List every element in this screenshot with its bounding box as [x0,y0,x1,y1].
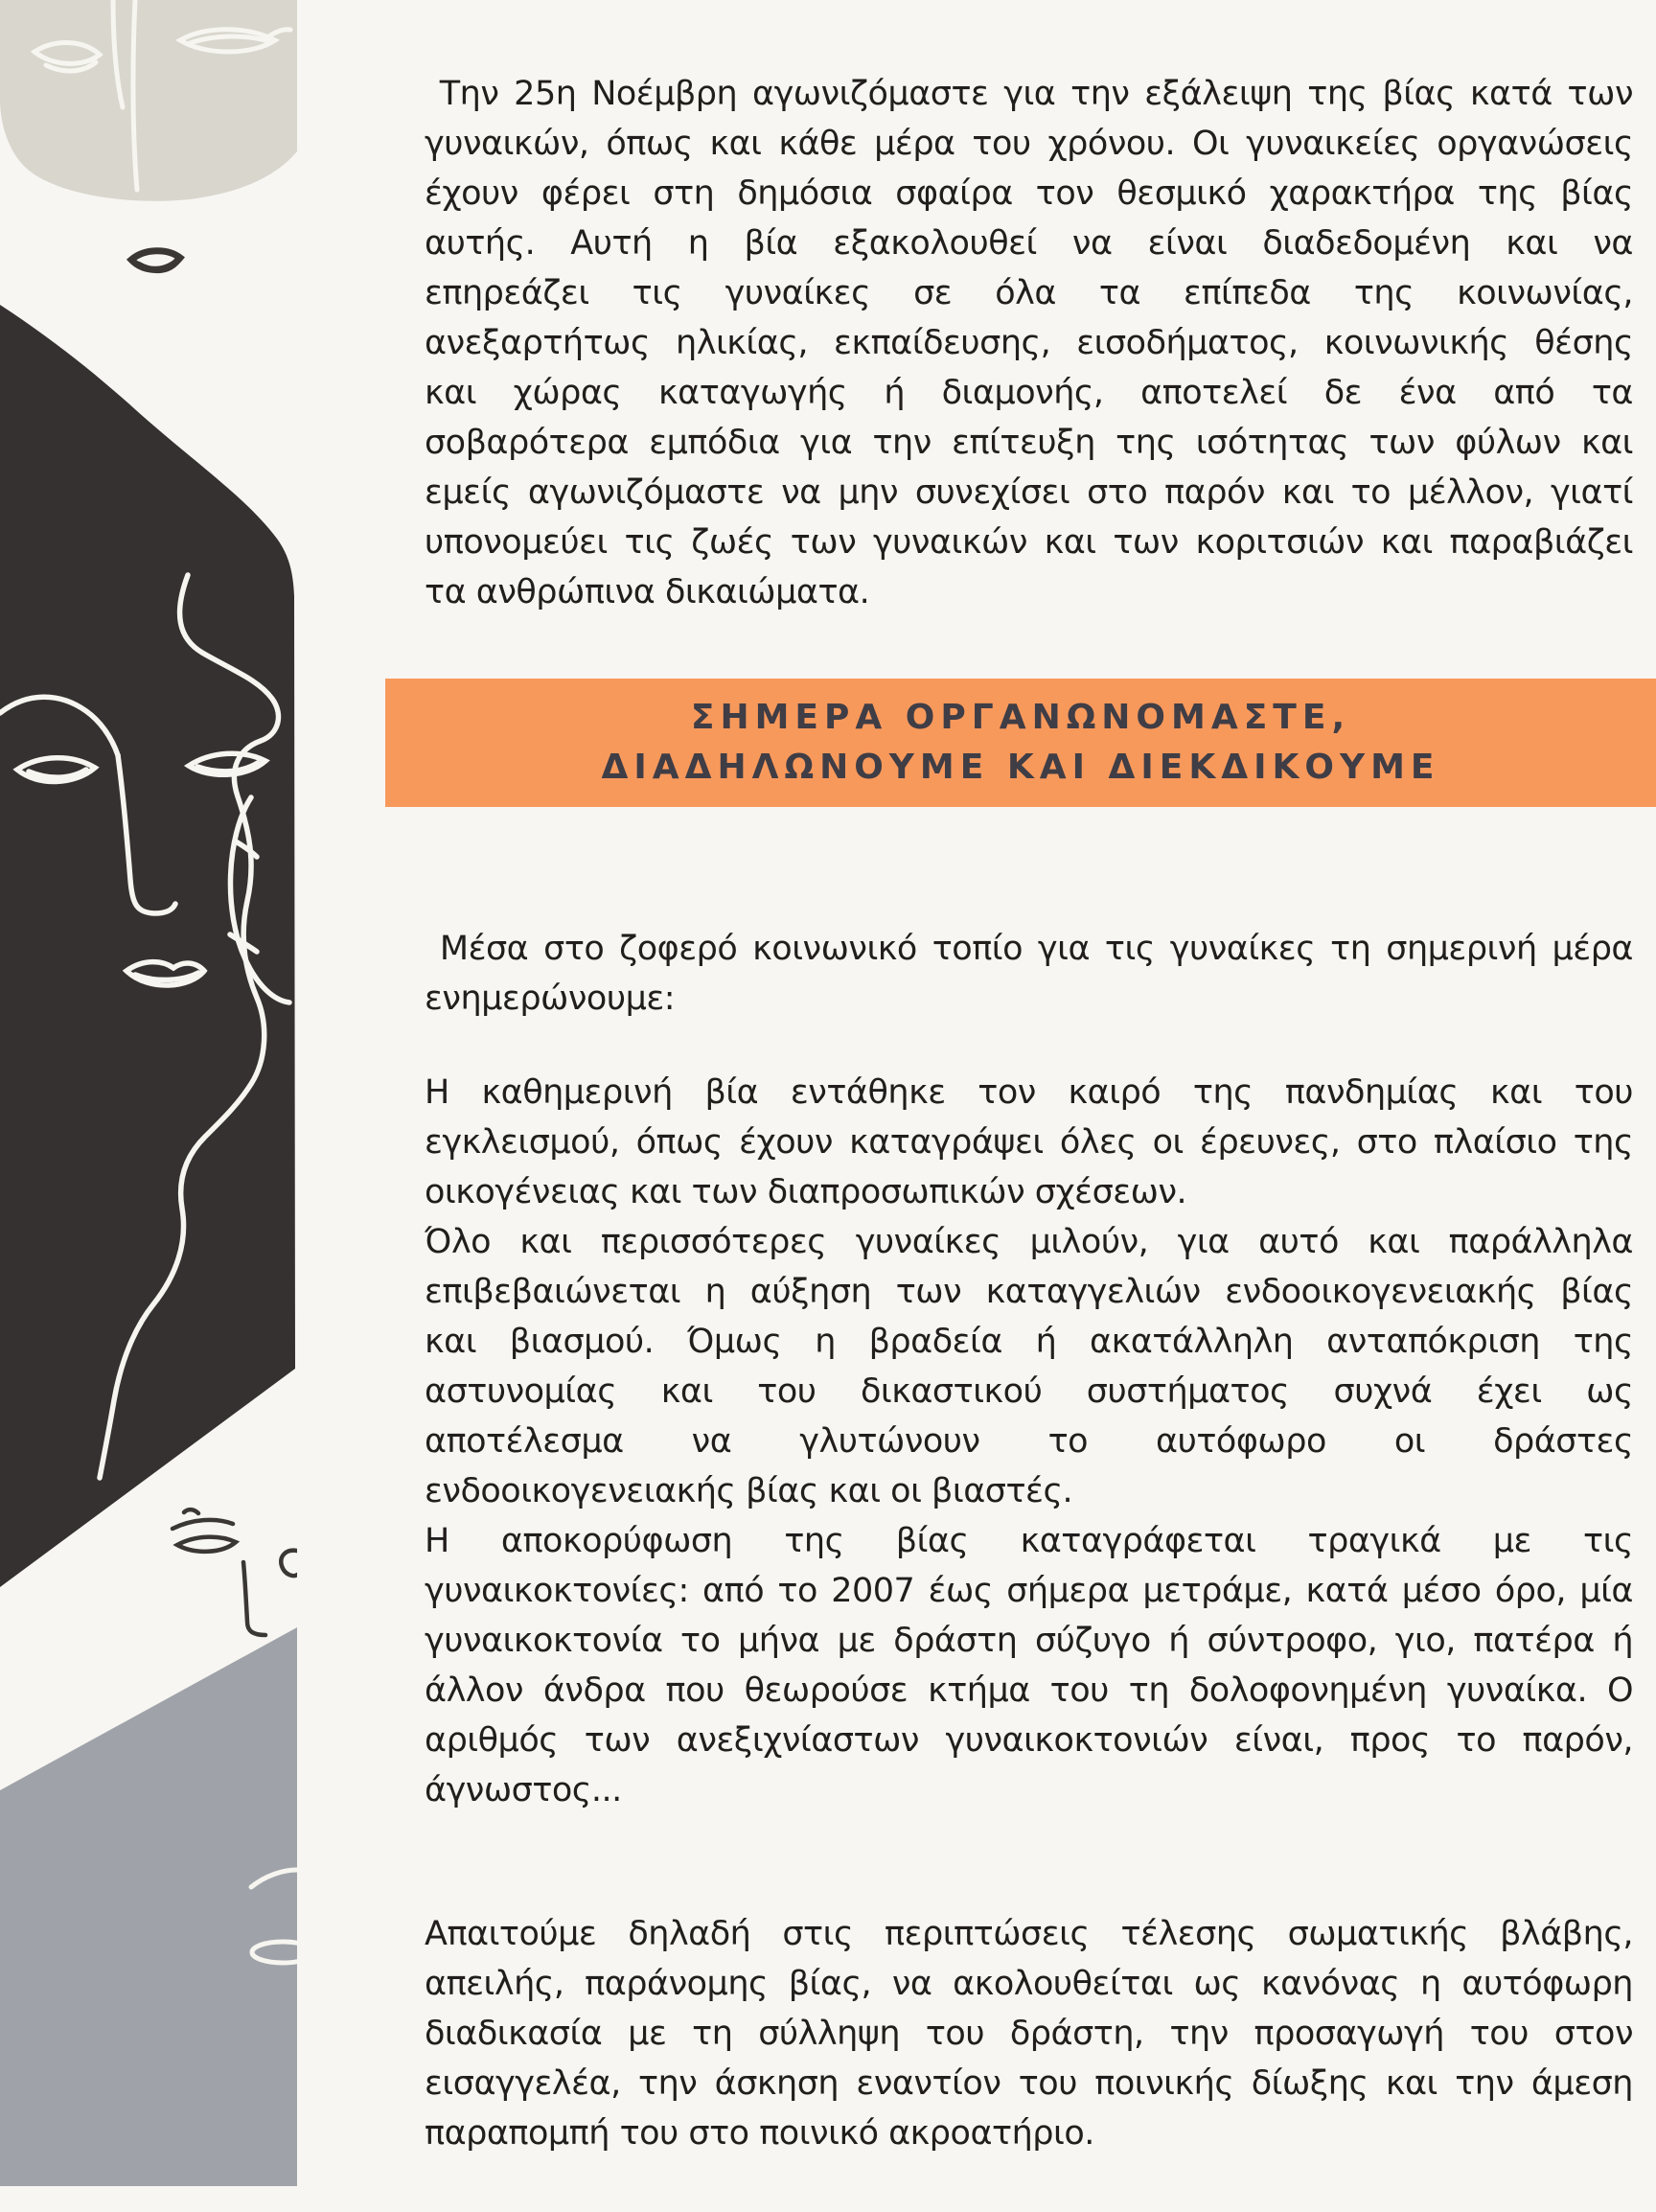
text-line: ενδοοικογενειακής βίας και οι βιαστές. [425,1472,1073,1510]
text-line: επηρεάζει τις γυναίκες σε όλα τα επίπεδα της κοινωνίας, [425,274,1633,312]
text-line: ανεξαρτήτως ηλικίας, εκπαίδευσης, εισοδήματος, κοινωνικής θέσης [425,324,1633,362]
text-line: διαδικασία με τη σύλληψη του δράστη, την προσαγωγή του στον [425,2015,1633,2053]
demands-paragraph [425,1909,1633,2158]
abstract-faces-art [0,0,297,2208]
text-line: άγνωστος... [425,1771,622,1809]
text-line: Την 25η Νοέμβρη αγωνιζόμαστε για την εξάλειψη της βίας κατά των [425,75,1633,113]
text-line: αυτής. Αυτή η βία εξακολουθεί να είναι διαδεδομένη και να [425,224,1633,263]
intro-paragraph [425,0,1633,617]
text-line: Απαιτούμε δηλαδή στις περιπτώσεις τέλεσης σωματικής βλάβης, [425,1915,1633,1953]
text-line: Η αποκορύφωση της βίας καταγράφεται τραγικά με τις [425,1522,1633,1560]
text-line: γυναικών, όπως και κάθε μέρα του χρόνου. Οι γυναικείες οργανώσεις [425,125,1633,163]
text-line: Η καθημερινή βία εντάθηκε τον καιρό της πανδημίας και του [425,1073,1633,1112]
banner [385,679,1656,807]
line-art-illustration [0,0,297,2208]
update-intro-paragraph [425,924,1633,1024]
text-line: Μέσα στο ζοφερό κοινωνικό τοπίο για τις γυναίκες τη σημερινή μέρα [425,930,1633,968]
text-line: απειλής, παράνομης βίας, να ακολουθείται ως κανόνας η αυτόφωρη [425,1965,1633,2003]
text-line: ΣΗΜΕΡΑ ΟΡΓΑΝΩΝΟΜΑΣΤΕ, [690,698,1351,737]
gray-corner-shape [0,1627,297,2186]
text-line: γυναικοκτονίες: από το 2007 έως σήμερα μετράμε, κατά μέσο όρο, μία [425,1572,1633,1610]
text-line: επιβεβαιώνεται η αύξηση των καταγγελιών ενδοοικογενειακής βίας [425,1273,1633,1311]
text-line: αποτέλεσμα να γλυτώνουν το αυτόφωρο οι δράστες [425,1422,1633,1461]
beige-face-mouth [131,251,180,270]
text-line: Όλο και περισσότερες γυναίκες μιλούν, για αυτό και παράλληλα [425,1223,1633,1261]
text-line: εμείς αγωνιζόμαστε να μην συνεχίσει στο παρόν και το μέλλον, γιατί [425,473,1633,512]
text-line: ενημερώνουμε: [425,979,676,1018]
text-line: οικογένειας και των διαπροσωπικών σχέσεων. [425,1173,1187,1211]
beige-face-shape [0,0,297,270]
black-silhouette-face [0,305,295,1587]
text-line: παραπομπή του στο ποινικό ακροατήριο. [425,2114,1094,2153]
text-line: τα ανθρώπινα δικαιώματα. [425,573,870,611]
text-line: έχουν φέρει στη δημόσια σφαίρα τον θεσμικό χαρακτήρα της βίας [425,174,1633,213]
text-line: εισαγγελέα, την άσκηση εναντίον του ποινικής δίωξης και την άμεση [425,2064,1633,2103]
text-line: αστυνομίας και του δικαστικού συστήματος συχνά έχει ως [425,1372,1633,1411]
main-paragraph [425,1068,1633,1815]
text-line: ΔΙΑΔΗΛΩΝΟΥΜΕ ΚΑΙ ΔΙΕΚΔΙΚΟΥΜΕ [601,748,1440,787]
text-line: υπονομεύει τις ζωές των γυναικών και των κοριτσιών και παραβιάζει [425,523,1633,562]
text-line: και χώρας καταγωγής ή διαμονής, αποτελεί δε ένα από τα [425,374,1633,412]
text-line: εγκλεισμού, όπως έχουν καταγράψει όλες οι έρευνες, στο πλαίσιο της [425,1123,1633,1162]
text-line: σοβαρότερα εμπόδια για την επίτευξη της ισότητας των φύλων και [425,424,1633,462]
text-line: και βιασμού. Όμως η βραδεία ή ακατάλληλη ανταπόκριση της [425,1323,1633,1361]
text-line: άλλον άνδρα που θεωρούσε κτήμα του τη δολοφονημένη γυναίκα. Ο [425,1671,1633,1710]
text-line: αριθμός των ανεξιχνίαστων γυναικοκτονιών είναι, προς το παρόν, [425,1721,1633,1760]
document-content [385,0,1656,2158]
text-line: γυναικοκτονία το μήνα με δράστη σύζυγο ή σύντροφο, γιο, πατέρα ή [425,1622,1633,1660]
